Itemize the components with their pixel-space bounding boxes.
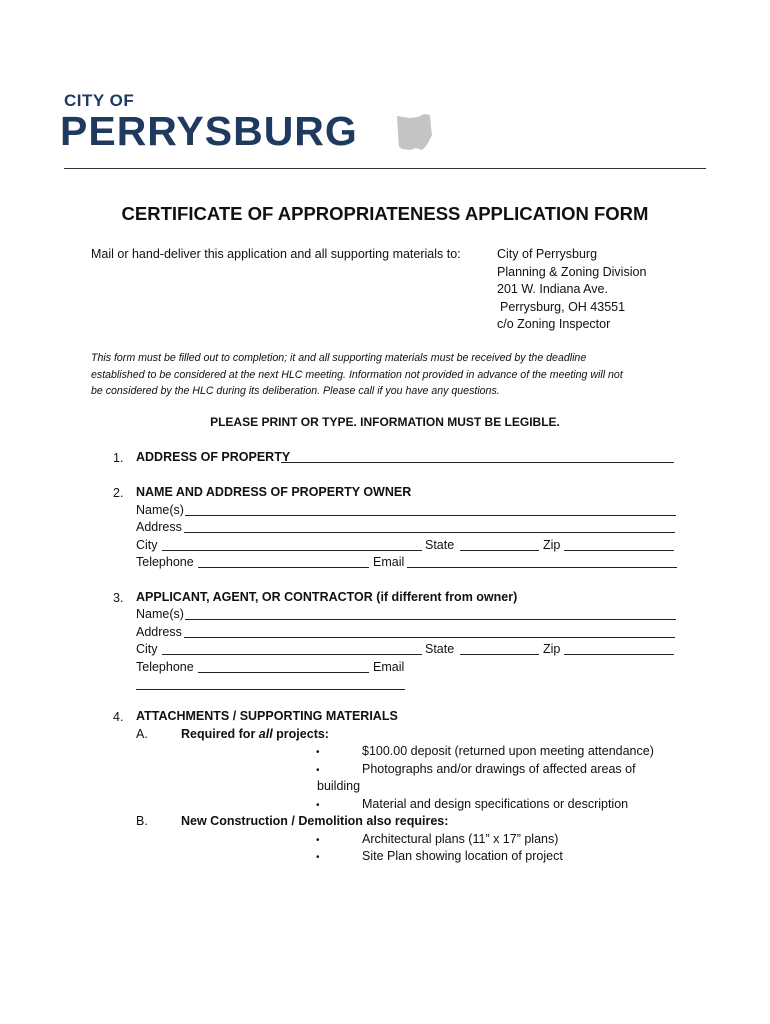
applicant-zip-field[interactable] — [564, 642, 674, 655]
field-label: City — [136, 538, 158, 552]
section-number: 1. — [113, 451, 124, 465]
header-divider — [64, 168, 706, 169]
field-label: State — [425, 642, 455, 656]
subsection-letter: B. — [136, 814, 148, 828]
logo-city-of: CITY OF — [64, 91, 135, 110]
address-line: Planning & Zoning Division — [497, 264, 647, 279]
applicant-city-field[interactable] — [162, 642, 422, 655]
note-line: established to be considered at the next HLC meeting. Information not provided in advance of the meeting will not — [91, 368, 623, 381]
note-line: This form must be filled out to completion; it and all supporting materials must be received by the deadline — [91, 352, 587, 364]
page-title: CERTIFICATE OF APPROPRIATENESS APPLICATION FORM — [121, 203, 649, 224]
subsection-heading — [181, 726, 329, 744]
applicant-name-field[interactable] — [185, 607, 676, 620]
field-label: Name(s) — [136, 503, 184, 517]
list-item: Material and design specifications or description — [362, 797, 629, 811]
bullet: • — [316, 747, 320, 758]
owner-address-field[interactable] — [184, 520, 675, 533]
field-label: Zip — [543, 538, 561, 552]
bullet: • — [316, 852, 320, 863]
owner-city-field[interactable] — [162, 538, 422, 551]
applicant-telephone-field[interactable] — [198, 660, 369, 673]
subsection-heading: New Construction / Demolition also requires: — [181, 814, 449, 828]
list-item: Site Plan showing location of project — [362, 849, 563, 863]
section-number: 3. — [113, 591, 124, 605]
address-line: Perrysburg, OH 43551 — [500, 299, 626, 314]
subsection-heading-emphasis: all — [258, 727, 273, 741]
mailing-address — [497, 246, 646, 334]
field-label: Telephone — [136, 555, 194, 569]
field-label: Name(s) — [136, 607, 184, 621]
applicant-state-field[interactable] — [460, 642, 539, 655]
field-label: Email — [373, 555, 405, 569]
field-label: Zip — [543, 642, 561, 656]
field-label: Address — [136, 625, 182, 639]
section-heading: ATTACHMENTS / SUPPORTING MATERIALS — [136, 709, 398, 723]
address-line: c/o Zoning Inspector — [497, 317, 611, 331]
address-line: City of Perrysburg — [497, 247, 598, 261]
bullet: • — [316, 800, 320, 811]
instructions-note — [91, 350, 691, 400]
section-heading: ADDRESS OF PROPERTY — [136, 450, 291, 464]
mail-instructions: Mail or hand-deliver this application and all supporting materials to: — [91, 247, 461, 261]
print-notice: PLEASE PRINT OR TYPE. INFORMATION MUST BE LEGIBLE. — [210, 415, 560, 429]
section-heading: APPLICANT, AGENT, OR CONTRACTOR (if different from owner) — [136, 590, 518, 604]
section-number: 2. — [113, 486, 124, 500]
field-label: Email — [373, 660, 405, 674]
owner-state-field[interactable] — [460, 538, 539, 551]
list-item: Photographs and/or drawings of affected areas of — [362, 762, 636, 776]
applicant-address-field[interactable] — [184, 625, 675, 638]
list-item: $100.00 deposit (returned upon meeting attendance) — [362, 744, 654, 758]
address-line: 201 W. Indiana Ave. — [497, 282, 608, 296]
owner-email-field[interactable] — [407, 555, 677, 568]
owner-zip-field[interactable] — [564, 538, 674, 551]
list-item-continued: building — [317, 779, 361, 793]
field-label: Address — [136, 520, 182, 534]
field-label: City — [136, 642, 158, 656]
bullet: • — [316, 765, 320, 776]
subsection-letter: A. — [136, 727, 148, 741]
field-label: Telephone — [136, 660, 194, 674]
ohio-state-icon — [396, 113, 434, 151]
field-label: State — [425, 538, 455, 552]
section-heading: NAME AND ADDRESS OF PROPERTY OWNER — [136, 485, 412, 499]
owner-telephone-field[interactable] — [198, 555, 369, 568]
bullet: • — [316, 835, 320, 846]
logo-perrysburg: PERRYSBURG — [60, 108, 358, 154]
applicant-email-field[interactable] — [136, 677, 405, 690]
subsection-heading-text: Required for — [181, 727, 259, 741]
section-number: 4. — [113, 710, 124, 724]
owner-name-field[interactable] — [185, 503, 676, 516]
subsection-heading-text: projects: — [272, 727, 329, 741]
list-item: Architectural plans (11” x 17” plans) — [362, 832, 559, 846]
property-address-field[interactable] — [281, 450, 674, 463]
note-line: be considered by the HLC during its deliberation. Please call if you have any questions. — [91, 385, 500, 398]
